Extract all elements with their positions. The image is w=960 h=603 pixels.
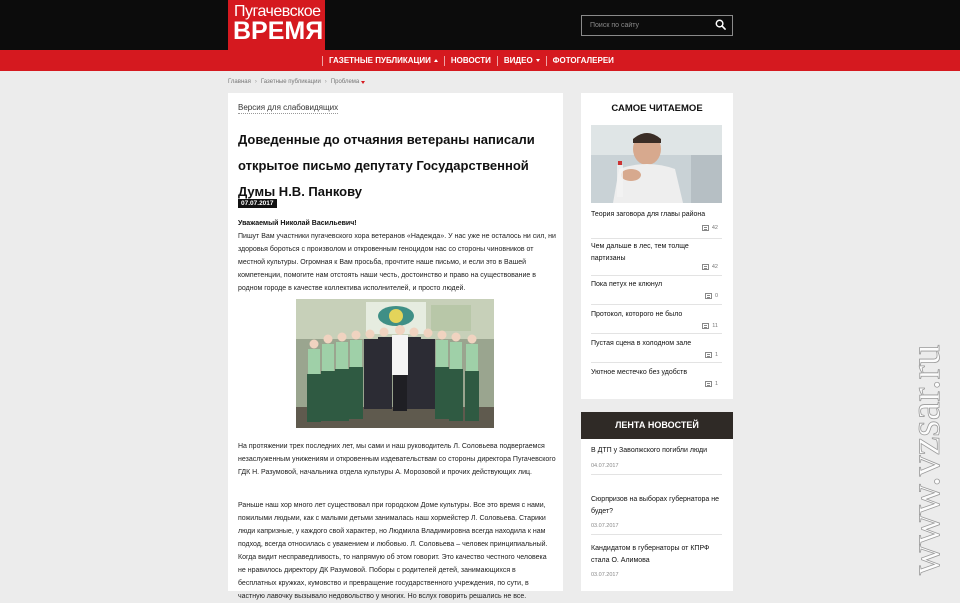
breadcrumb-current[interactable]: Проблема [330,79,360,85]
news-feed-widget [581,412,733,591]
main-nav [0,50,960,71]
search-icon[interactable] [715,19,726,30]
comment-icon [705,293,712,299]
most-read-item[interactable]: Пока петух не клюнул 0 [591,276,722,305]
nav-item-publications[interactable]: ГАЗЕТНЫЕ ПУБЛИКАЦИИ [323,50,444,71]
nav-item-video[interactable]: ВИДЕО [498,50,546,71]
article-paragraph: На протяжении трех последних лет, мы сами и наш руководитель Л. Соловьева подвергаемся незаслуженным унижениям и откровенным издевательствам со стороны директора Пугачевского ГДК Н. Разумовой, начальника отдела культуры А. Морозовой и прочих действующих лиц. [238,443,556,476]
header [0,0,960,50]
logo-line2: ВРЕМЯ [233,17,324,45]
chevron-down-icon [536,59,540,62]
article-paragraph: Пишут Вам участники пугачевского хора ветеранов «Надежда». У нас уже не осталось ни сил, ни здоровья бороться с произволом и откровенным геноцидом нас со стороны чиновников от местной культуры. Огромная к Вам просьба, прочтите наше письмо, и если это в Вашей компетенции, помогите нам отстоять наши честь, достоинство и право на существование в родном городе в качестве коллектива исполнителей, и просто людей. [238,233,556,292]
most-read-photo[interactable] [591,125,722,203]
article [228,93,563,600]
most-read-title: САМОЕ ЧИТАЕМОЕ [611,103,703,114]
most-read-item[interactable]: Уютное местечко без удобств 1 [591,369,718,387]
chevron-down-icon [361,81,365,84]
choir-photo [296,299,494,428]
watermark-text: www.vzsar.ru [903,344,949,575]
article-paragraph: Раньше наш хор много лет существовал при городском Доме культуры. Все это время с нами, пожилыми людьми, как с малыми детьми занималась наш хормейстер Л. Соловьева. Старики люди капризные, у каждого свой характер, но Людмила Владимировна всегда находила к нам подход, всегда относилась с уважением и любовью. Л. Соловьева – человек принципиальный. Когда видит несправедливость, то напрямую об этом говорит. Это качество честного человека не нравилось директору ДК Разумовой. Поборы с родителей детей, занимающихся в бесплатных кружках, кумовство и превращение государственного учреждения, по сути, в частную лавочку вызывало недовольство у многих. Но вслух говорить решались не все. [238,502,548,600]
article-title: Доведенные до отчаяния ветераны написали открытое письмо депутату Государственной Думы Н.В. Панкову [238,132,535,199]
comment-icon [702,225,709,231]
news-feed-item[interactable]: Сюрпризов на выборах губернатора не будет? 03.07.2017 [591,494,722,535]
accessibility-version-link[interactable]: Версия для слабовидящих [238,103,339,112]
search-input[interactable] [582,16,710,35]
comment-icon [702,264,709,270]
most-read-item[interactable]: Чем дальше в лес, тем толще партизаны 42 [591,239,722,276]
news-feed-item[interactable]: В ДТП у Заволжского погибли люди 04.07.2017 [591,445,722,475]
comment-icon [705,381,712,387]
nav-item-news[interactable]: НОВОСТИ [450,56,491,65]
logo-line1: Пугачевское [234,3,321,20]
nav-item-galleries[interactable]: ФОТОГАЛЕРЕИ [552,56,614,65]
watermark [895,240,955,580]
breadcrumb-home[interactable]: Главная [228,79,251,85]
chevron-right-icon: › [324,79,327,85]
article-date: 07.07.2017 [238,199,277,208]
most-read-widget [581,93,733,399]
site-logo[interactable] [228,0,325,50]
breadcrumb-section[interactable]: Газетные публикации [260,79,321,85]
most-read-item[interactable]: Теория заговора для главы района 42 [591,209,722,239]
most-read-item[interactable]: Протокол, которого не было 11 [591,305,722,334]
comment-icon [705,352,712,358]
comment-icon [702,323,709,329]
news-feed-item[interactable]: Кандидатом в губернаторы от КПРФ стала О. Алимова 03.07.2017 [591,545,710,578]
breadcrumb [228,79,365,85]
search-box [581,15,733,36]
chevron-up-icon [434,59,438,62]
chevron-right-icon: › [254,79,257,85]
article-greeting: Уважаемый Николай Васильевич! [238,220,357,227]
news-feed-title: ЛЕНТА НОВОСТЕЙ [581,412,733,439]
most-read-item[interactable]: Пустая сцена в холодном зале 1 [591,334,722,363]
